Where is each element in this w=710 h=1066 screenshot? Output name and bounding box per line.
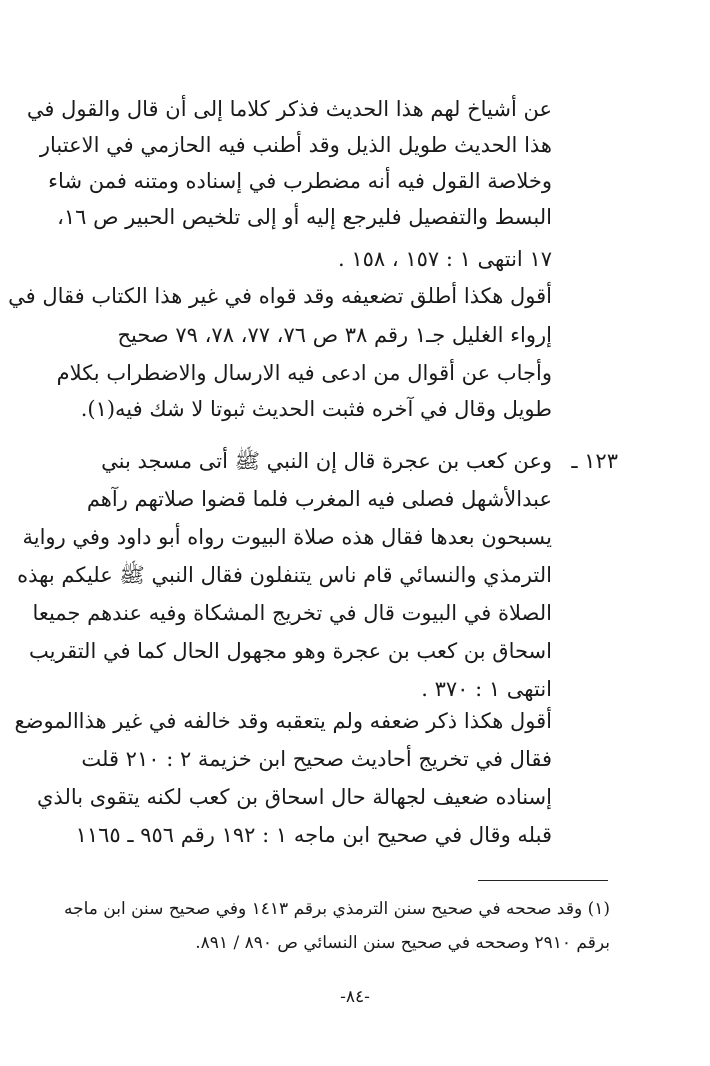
footnote-separator (478, 880, 608, 881)
footnote-line: (١) وقد صححه في صحيح سنن الترمذي برقم ١٤١٣ وفي صحيح سنن ابن ماجه (63, 899, 610, 919)
text-line: اسحاق بن كعب بن عجرة وهو مجهول الحال كما في التقريب (29, 639, 552, 663)
text-line: أقول هكذا أطلق تضعيفه وقد قواه في غير هذا الكتاب فقال في (8, 284, 552, 308)
footnote-line: برقم ٢٩١٠ وصححه في صحيح سنن النسائي ص ٨٩٠ / ٨٩١. (195, 933, 610, 953)
text-line: أقول هكذا ذكر ضعفه ولم يتعقبه وقد خالفه في غير هذاالموضع (14, 709, 552, 733)
text-line: وخلاصة القول فيه أنه مضطرب في إسناده ومتنه فمن شاء (48, 169, 552, 193)
text-line: طويل وقال في آخره فثبت الحديث ثبوتا لا شك فيه(١). (80, 397, 552, 421)
page-number: -٨٤- (340, 987, 370, 1007)
text-line: إسناده ضعيف لجهالة حال اسحاق بن كعب لكنه يتقوى بالذي (36, 785, 552, 809)
text-line: الترمذي والنسائي قام ناس يتنفلون فقال النبي ﷺ عليكم بهذه (17, 563, 552, 587)
text-line: البسط والتفصيل فليرجع إليه أو إلى تلخيص الحبير ص ١٦، (57, 205, 552, 229)
text-line: الصلاة في البيوت قال في تخريج المشكاة وفيه عندهم جميعا (32, 601, 552, 625)
text-line: وأجاب عن أقوال من ادعى فيه الارسال والاضطراب بكلام (56, 361, 552, 385)
hadith-number: ١٢٣ ـ (571, 449, 618, 473)
text-line: عن أشياخ لهم هذا الحديث فذكر كلاما إلى أن قال والقول في (26, 97, 552, 121)
text-line: انتهى ١ : ٣٧٠ . (421, 677, 552, 701)
text-line: يسبحون بعدها فقال هذه صلاة البيوت رواه أبو داود وفي رواية (22, 525, 552, 549)
text-line: ١٧ انتهى ١ : ١٥٧ ، ١٥٨ . (337, 247, 552, 271)
text-line: هذا الحديث طويل الذيل وقد أطنب فيه الحازمي في الاعتبار (39, 133, 552, 157)
text-line: فقال في تخريج أحاديث صحيح ابن خزيمة ٢ : ٢١٠ قلت (81, 747, 552, 771)
text-line: وعن كعب بن عجرة قال إن النبي ﷺ أتى مسجد بني (101, 449, 552, 473)
text-line: قبله وقال في صحيح ابن ماجه ١ : ١٩٢ رقم ٩٥٦ ـ ١١٦٥ (75, 823, 552, 847)
text-line: إرواء الغليل جـ١ رقم ٣٨ ص ٧٦، ٧٧، ٧٨، ٧٩ صحيح (117, 323, 552, 347)
text-line: عبدالأشهل فصلى فيه المغرب فلما قضوا صلاتهم رآهم (86, 487, 552, 511)
